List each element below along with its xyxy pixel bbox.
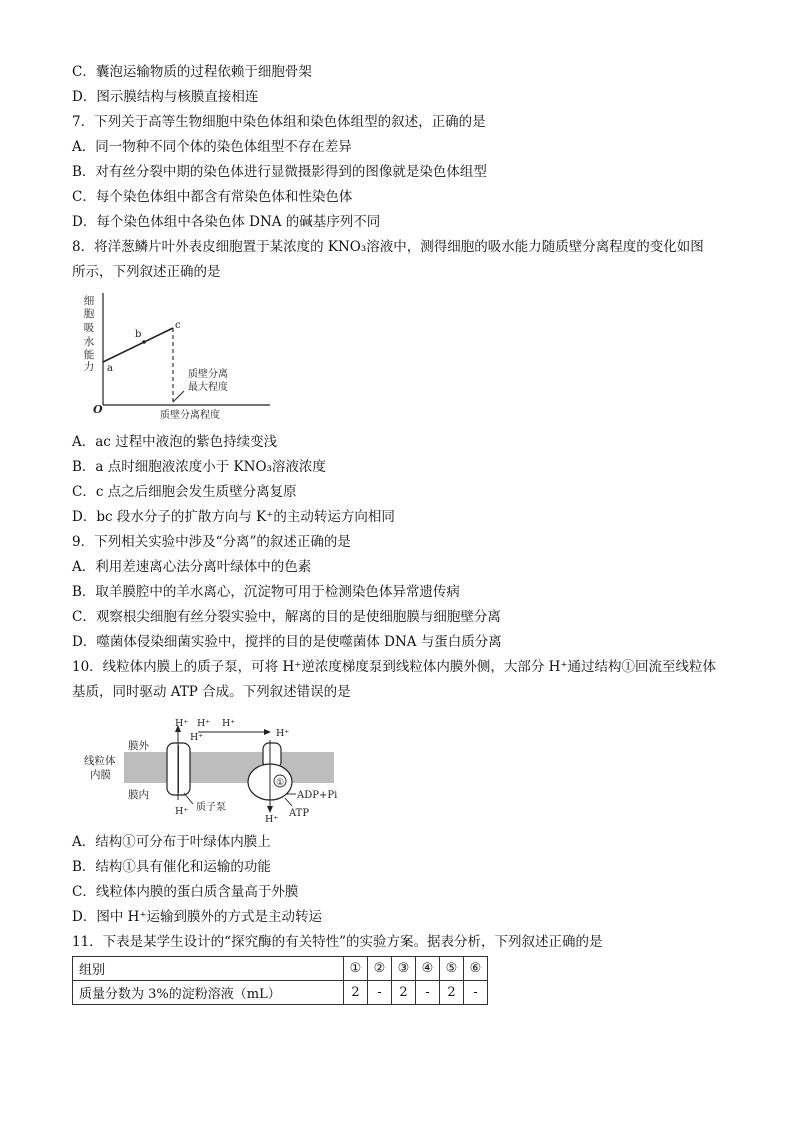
h-flow-arrowhead xyxy=(264,729,271,735)
q6-option-d: D．图示膜结构与核膜直接相连 xyxy=(72,89,259,105)
inner-membrane-band xyxy=(124,752,334,783)
q8-option-a: A．ac 过程中液泡的紫色持续变浅 xyxy=(72,434,278,450)
q10-option-c: C．线粒体内膜的蛋白质含量高于外膜 xyxy=(72,884,299,900)
table-group-cell: ④ xyxy=(416,957,440,981)
point-b-label: b xyxy=(135,329,142,340)
table-cell: 2 xyxy=(344,981,368,1005)
h-plus-pump-top: H⁺ xyxy=(175,718,189,729)
point-b-marker xyxy=(142,340,146,344)
q8-figure-graph xyxy=(78,290,278,425)
table-group-cell: ⑤ xyxy=(440,957,464,981)
adp-label: ADP+Pi xyxy=(297,790,338,801)
label-mito-line2: 内膜 xyxy=(90,769,111,781)
table-group-cell: ③ xyxy=(392,957,416,981)
q7-option-a: A．同一物种不同个体的染色体组型不存在差异 xyxy=(72,139,352,155)
q9-option-b: B．取羊膜腔中的羊水离心，沉淀物可用于检测染色体异常遗传病 xyxy=(72,584,460,600)
ylabel-char: 力 xyxy=(83,361,95,373)
proton-pump-label: 质子泵 xyxy=(196,802,226,813)
atp-pointer xyxy=(285,798,292,806)
q10-option-b: B．结构①具有催化和运输的功能 xyxy=(72,859,271,875)
point-a-label: a xyxy=(107,363,113,374)
synthase-arrowhead xyxy=(267,806,273,813)
table-cell: - xyxy=(464,981,488,1005)
table-group-cell: ② xyxy=(368,957,392,981)
q8-option-b: B．a 点时细胞液浓度小于 KNO₃溶液浓度 xyxy=(72,459,326,475)
q9-option-d: D．噬菌体侵染细菌实验中，搅拌的目的是使噬菌体 DNA 与蛋白质分离 xyxy=(72,634,502,650)
annotation-line2: 最大程度 xyxy=(188,382,228,393)
q10-option-a: A．结构①可分布于叶绿体内膜上 xyxy=(72,834,271,850)
origin-label: O xyxy=(93,403,103,416)
ylabel-char: 胞 xyxy=(83,308,95,320)
label-outer-side: 膜外 xyxy=(128,740,149,752)
ylabel-char: 水 xyxy=(83,336,95,348)
q8-option-d: D．bc 段水分子的扩散方向与 K⁺的主动转运方向相同 xyxy=(72,509,395,525)
q10-stem-line2: 基质，同时驱动 ATP 合成。下列叙述错误的是 xyxy=(72,684,351,700)
q7-option-b: B．对有丝分裂中期的染色体进行显微摄影得到的图像就是染色体组型 xyxy=(72,164,487,180)
q11-experiment-table xyxy=(72,956,488,1005)
h-plus-pump-bottom: H⁺ xyxy=(175,806,189,817)
q11-stem: 11．下表是某学生设计的“探究酶的有关特性”的实验方案。据表分析，下列叙述正确的是 xyxy=(72,934,603,950)
table-row xyxy=(73,981,488,1005)
atp-label: ATP xyxy=(289,808,310,819)
q7-stem: 7．下列关于高等生物细胞中染色体组和染色体组型的叙述，正确的是 xyxy=(72,114,486,130)
point-c-label: c xyxy=(175,320,181,331)
q8-stem-line1: 8．将洋葱鳞片叶外表皮细胞置于某浓度的 KNO₃溶液中，测得细胞的吸水能力随质壁分离程度的变化如图 xyxy=(72,239,704,255)
pump-label-pointer xyxy=(184,793,193,804)
label-inner-side: 膜内 xyxy=(128,789,149,801)
label-mito-line1: 线粒体 xyxy=(84,755,116,767)
x-axis-label: 质壁分离程度 xyxy=(160,410,220,421)
q8-stem-line2: 所示，下列叙述正确的是 xyxy=(72,264,221,280)
h-plus-synthase-top: H⁺ xyxy=(276,728,290,739)
q9-stem: 9．下列相关实验中涉及“分离”的叙述正确的是 xyxy=(72,534,351,550)
q7-option-c: C．每个染色体组中都含有常染色体和性染色体 xyxy=(72,189,353,205)
table-header-label: 组别 xyxy=(73,957,344,981)
q9-option-c: C．观察根尖细胞有丝分裂实验中，解离的目的是使细胞膜与细胞壁分离 xyxy=(72,609,501,625)
ylabel-char: 能 xyxy=(83,349,95,361)
h-plus-c: H⁺ xyxy=(190,732,204,743)
table-cell: 2 xyxy=(392,981,416,1005)
ylabel-char: 细 xyxy=(83,295,95,307)
q10-option-d: D．图中 H⁺运输到膜外的方式是主动转运 xyxy=(72,909,323,925)
table-cell: 2 xyxy=(440,981,464,1005)
structure-1-label: ① xyxy=(276,778,285,788)
q10-figure-membrane xyxy=(80,712,350,824)
h-plus-synthase-bottom: H⁺ xyxy=(265,814,279,824)
table-cell: - xyxy=(416,981,440,1005)
h-plus-b: H⁺ xyxy=(222,718,236,729)
q7-option-d: D．每个染色体组中各染色体 DNA 的碱基序列不同 xyxy=(72,214,381,230)
annotation-pointer xyxy=(173,391,184,402)
table-group-cell: ① xyxy=(344,957,368,981)
table-cell: - xyxy=(368,981,392,1005)
table-row-label: 质量分数为 3%的淀粉溶液（mL） xyxy=(73,981,344,1005)
q8-option-c: C．c 点之后细胞会发生质壁分离复原 xyxy=(72,484,297,500)
q8-y-axis-label xyxy=(84,295,95,373)
annotation-line1: 质壁分离 xyxy=(188,369,228,380)
q9-option-a: A．利用差速离心法分离叶绿体中的色素 xyxy=(72,559,312,575)
q10-stem-line1: 10．线粒体内膜上的质子泵，可将 H⁺逆浓度梯度泵到线粒体内膜外侧，大部分 H⁺通过结构①回流至线粒体 xyxy=(72,659,717,675)
table-header-row xyxy=(73,957,488,981)
q6-option-c: C．囊泡运输物质的过程依赖于细胞骨架 xyxy=(72,64,312,80)
h-plus-a: H⁺ xyxy=(197,718,211,729)
ylabel-char: 吸 xyxy=(83,322,95,334)
table-group-cell: ⑥ xyxy=(464,957,488,981)
